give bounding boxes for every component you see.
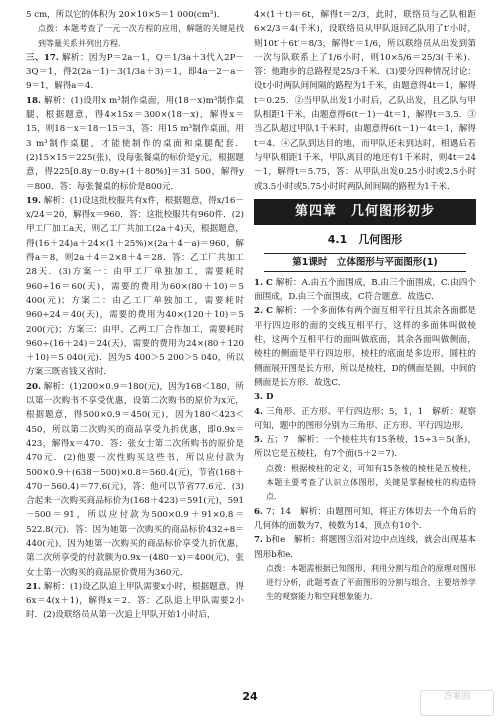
answer-text: 解析：一个多面体有两个面互相平行且其余各面都是平行四边形的面的交线互相平行，这样的多面体叫做棱柱，这两个互相平行的面叫做底面，其余各面叫做侧面，棱柱的侧面是平行四边形，棱柱的底面是多边形，圆柱的侧面展开图是长方形，所以是棱柱，D的侧面是圆，中间的侧面是长方形．故选C． — [254, 306, 476, 388]
question-number: 6. — [254, 506, 263, 517]
answer-q21 — [26, 580, 244, 623]
question-number: 20. — [26, 381, 41, 392]
question-number: 4. — [254, 406, 263, 417]
watermark-logo: 答案圈 — [420, 690, 494, 716]
question-number: 三、17. — [26, 52, 59, 63]
answer-text: 解析：(1)设乙队追上甲队需要x小时，根据题意，得6x＝4(x＋1)，解得x＝2．答：乙队追上甲队需要2小时．(2)设联络员从第一次追上甲队开始1小时后， — [26, 581, 244, 621]
question-number: 2. C — [254, 306, 273, 317]
answer-a1 — [254, 276, 476, 305]
answer-text: 7；14 解析：由题图可知，将正方体切去一个角后的几何体的面数为7，棱数为14，顶点有10个． — [254, 506, 476, 531]
left-column — [26, 8, 244, 623]
answer-text: 解析：因为P＝2a－1，Q＝1/3a＋3代入2P－3Q＝1，得2(2a－1)－3(1/3a＋3)＝1，即4a－2－a－9＝1，解得a＝4． — [26, 52, 244, 92]
section-heading: 4.1 几何图形 — [327, 232, 403, 246]
lesson-heading: 第1课时 立体图形与平面图形(1) — [264, 253, 466, 272]
answer-a5 — [254, 433, 476, 462]
right-column — [254, 8, 476, 605]
page-number: 24 — [242, 690, 258, 703]
answer-text: 解析：(1)200×0.9＝180(元)，因为168＜180，所以第一次购书不享受优惠，设第二次购书的原价为x元，根据题意，得500×0.9＝450(元)，因为180＜423＜450，所以第二次购买的商品享受九折优惠，即0.9x＝423，解得x＝470．答：张女士第二次所购书的原价是470元．(2)他要一次性购买这些书，所以应付款为500×0.9＋(638－500)×0.8＝560.4(元)，节省(168＋470－560.4)＝77.6(元)，答：他可以节省77.6元．(3)合起来一次购买商品标价为(168＋423)＝591(元)，591－500＝91，所以应付款为500×0.9＋91×0.8＝522.8(元)．答：因为她第一次购买的商品标价432÷8＝440(元)，因为她第一次购买的商品标价享受九折优惠，第二次所享受的付款额为0.9x－(480－x)＝400(元)，张女士第一次购买的商品原价费用为360元． — [26, 381, 244, 578]
answer-a4 — [254, 405, 476, 434]
answer-text: 解析：(1)设用x m³制作桌面，用(18－x)m³制作桌腿，根据题意，得4×15x＝300×(18－x)，解得x＝15，则18－x＝18－15＝3，答：用15 m³制作桌面，用3 m³制作桌腿，才能使制作的桌面和桌腿配套．(2)15×15＝225(张)，设每张餐桌的标价是y元，根据题意，得225[0.8y－0.8y÷(1＋80%)]＝31 500，解得y＝800．答：每张餐桌的标价是800元． — [26, 95, 245, 192]
answer-text: 五；7 解析：一个棱柱共有15条棱，15÷3＝5(条)，所以它是五棱柱，有7个面(5＋2＝7)． — [254, 435, 476, 460]
answer-a6 — [254, 505, 476, 534]
answer-q17 — [26, 51, 244, 94]
question-number: 19. — [26, 195, 41, 206]
answer-note: 点拨：本题考查了一元一次方程的应用，解题的关键是找到等量关系并列出方程． — [38, 24, 244, 48]
answer-q20 — [26, 380, 244, 580]
question-number: 1. C — [254, 277, 273, 288]
answer-text: 解析：(1)设这批校服共有x件，根据题意，得x/16－x/24＝20，解得x＝960．答：这批校服共有960件．(2)甲工厂加工a天，则乙工厂共加工(2a＋4)天，根据题意，得(16＋24)a＋24×(1＋25%)×(2a＋4－a)＝960，解得a＝8，则2a＋4＝2×8＋4＝28．答：乙工厂共加工28天．(3)方案一：由甲工厂单独加工，需要耗时960÷16＝60(天)，需要的费用为60×(80＋10)＝5 400(元)；方案二：由乙工厂单独加工，需要耗时960÷24＝40(天)，需要的费用为40×(120＋10)＝5 200(元)；方案三：由甲、乙两工厂合作加工，需要耗时960÷(16＋24)＝24(天)，需要的费用为24×(80＋120＋10)＝5 040(元)．因为5 400＞5 200＞5 040，所以方案三既省钱又省时． — [26, 195, 244, 378]
answer-text: 5 cm，所以它的体积为 20×10×5＝1 000(cm³)． — [26, 10, 226, 20]
answer-text: 解析：A.由五个面围成，B.由三个面围成，C.由四个面围成，D.由三个面围成，C符合题意．故选C． — [254, 277, 476, 303]
question-number: 18. — [26, 95, 41, 106]
question-number: 7. — [254, 535, 263, 546]
answer-text: b和e 解析：将题图③沿对边中点连线，就会出现基本图形b和e． — [254, 535, 477, 560]
answer-note: 点拨：根据棱柱的定义，可知有15条棱的棱柱是五棱柱，本题主要考查了认识立体图形，关键是掌握棱柱的构造特点． — [266, 463, 476, 502]
answer-a2 — [254, 304, 476, 390]
answer-q19 — [26, 194, 244, 380]
answer-text: 三角形、正方形、平行四边形；5，1，1 解析：观察可知，题中的图形分别为三角形、正方形、平行四边形． — [254, 406, 477, 431]
question-number: 5. — [254, 435, 263, 446]
chapter-heading: 第四章 几何图形初步 — [254, 199, 476, 225]
answer-note: 点拨：本题需根据已知图形，利用分割与组合的原理对图形进行分析，此题考查了平面图形的分割与组合，主要培养学生的观察能力和空间想象能力． — [266, 563, 476, 602]
answer-text: 4×(1＋t)＝6t，解得t＝2/3，此时，联络员与乙队相距6×2/3＝4(千米)，设联络员从甲队返回乙队用了t′小时，则10t′＋6t′＝8/3，解得t′＝1/6，所以联络员从出发到第一次与队联系上了1/6小时，则10×5/6＝25/3(千米)．答：他跑步的总路程是25/3千米．(3)要分四种情况讨论：设t小时两队间间隔的路程为1千米，由题意得4t＝1，解得t＝0.25．②当甲队出发1小时后，乙队出发，且乙队与甲队相距1千米，由题意得6(t－1)－4t＝1，解得t＝3.5．③当乙队超过甲队1千米时，由题意得6(t－1)－4t＝1，解得t＝4．④乙队到达目的地，而甲队还未到达时，相遇后若与甲队相距1千米，甲队离目的地还有1千米时，则4t＝24－1，解得t＝5.75，答：从甲队出发0.25小时或2.5小时或3.5小时或5.75小时时两队间间隔的路程为1千米． — [254, 10, 476, 192]
question-number: 21. — [26, 581, 41, 592]
answer-q18 — [26, 94, 244, 194]
answer-a3: 3. D — [254, 392, 274, 403]
answer-a7 — [254, 533, 476, 562]
